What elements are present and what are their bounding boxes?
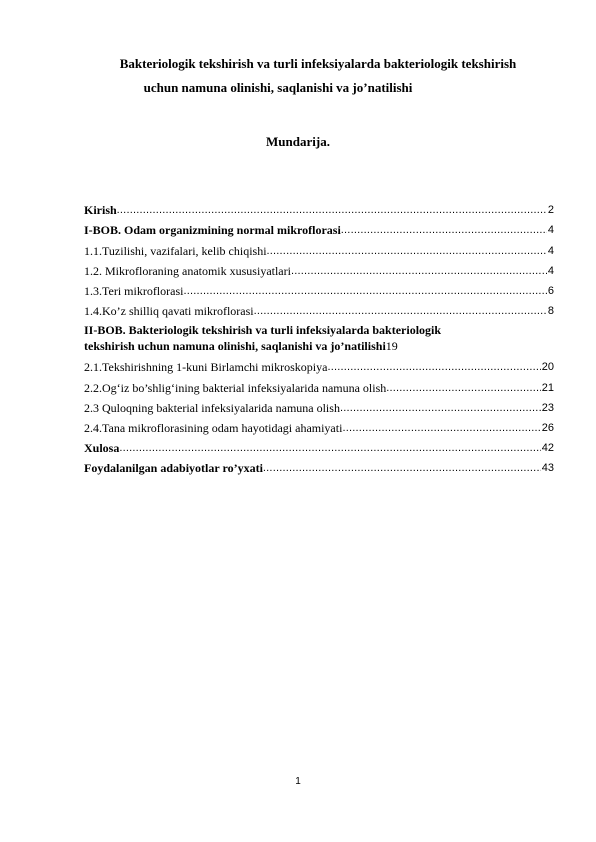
- toc-entry-xulosa[interactable]: [84, 435, 554, 455]
- toc-entry-page: 19: [385, 339, 398, 354]
- toc-entry-label: 1.3.Teri mikroflorasi: [84, 283, 184, 298]
- toc-entry-1-4[interactable]: [84, 298, 554, 318]
- toc-entry-label: 2.2.Og‘iz bo’shlig‘ining bakterial infeksiyalarida namuna olish: [84, 380, 387, 395]
- toc-entry-label: Kirish: [84, 203, 117, 218]
- toc-entry-2-2[interactable]: [84, 374, 554, 394]
- toc-entry-page: 23: [541, 401, 554, 414]
- toc-entry-label-line2: tekshirish uchun namuna olinishi, saqlanishi va jo’natilishi: [84, 339, 386, 354]
- toc-leader-dots: [341, 223, 547, 237]
- toc-entry-chapter-1[interactable]: [84, 217, 554, 237]
- toc-entry-page: 4: [547, 224, 554, 237]
- toc-entry-references[interactable]: [84, 455, 554, 475]
- table-of-contents: [84, 197, 554, 475]
- toc-leader-dots: [342, 421, 540, 435]
- toc-entry-page: 20: [541, 361, 554, 374]
- toc-entry-kirish[interactable]: [84, 197, 554, 217]
- toc-leader-dots: [267, 244, 547, 258]
- toc-entry-2-3[interactable]: [84, 395, 554, 415]
- toc-leader-dots: [183, 284, 546, 298]
- toc-entry-label: 2.4.Tana mikroflorasining odam hayotidagi ahamiyati: [84, 420, 343, 435]
- toc-entry-2-4[interactable]: [84, 415, 554, 435]
- toc-entry-page: 26: [541, 421, 554, 434]
- toc-entry-page: 8: [547, 305, 554, 318]
- toc-entry-1-3[interactable]: [84, 278, 554, 298]
- toc-leader-dots: [386, 381, 540, 395]
- toc-entry-label: 2.3 Quloqning bakterial infeksiyalarida namuna olish: [84, 400, 340, 415]
- toc-entry-chapter-2[interactable]: [84, 322, 554, 354]
- toc-entry-page: 2: [547, 204, 554, 217]
- toc-leader-dots: [340, 401, 541, 415]
- toc-leader-dots: [119, 441, 540, 455]
- toc-leader-dots: [291, 264, 547, 278]
- toc-leader-dots: [327, 360, 540, 374]
- toc-entry-label: 1.4.Ko’z shilliq qavati mikroflorasi: [84, 304, 254, 319]
- toc-entry-page: 21: [541, 381, 554, 394]
- document-title-line2: uchun namuna olinishi, saqlanishi va jo’natilishi: [143, 80, 413, 95]
- contents-heading: Mundarija.: [266, 134, 330, 149]
- toc-entry-page: 42: [541, 442, 554, 455]
- toc-entry-1-2[interactable]: [84, 258, 554, 278]
- page-number: 1: [295, 776, 301, 787]
- toc-entry-2-1[interactable]: [84, 354, 554, 374]
- toc-entry-label: Xulosa: [84, 441, 120, 456]
- toc-entry-label: 1.1.Tuzilishi, vazifalari, kelib chiqishi: [84, 243, 267, 258]
- toc-entry-1-1[interactable]: [84, 237, 554, 257]
- document-title-line1: Bakteriologik tekshirish va turli infeksiyalarda bakteriologik tekshirish: [119, 56, 517, 71]
- toc-entry-label: I-BOB. Odam organizmining normal mikroflorasi: [84, 223, 341, 238]
- toc-leader-dots: [254, 304, 547, 318]
- toc-entry-page: 43: [541, 462, 554, 475]
- toc-entry-page: 6: [547, 284, 554, 297]
- toc-entry-label: 2.1.Tekshirishning 1-kuni Birlamchi mikroskopiya: [84, 360, 328, 375]
- toc-leader-dots: [117, 203, 547, 217]
- toc-entry-label: 1.2. Mikrofloraning anatomik xususiyatlari: [84, 263, 291, 278]
- toc-entry-page: 4: [547, 244, 554, 257]
- toc-entry-label: Foydalanilgan adabiyotlar ro’yxati: [84, 461, 263, 476]
- toc-entry-page: 4: [547, 264, 554, 277]
- toc-leader-dots: [263, 461, 541, 475]
- toc-entry-label-line1: II-BOB. Bakteriologik tekshirish va turli infeksiyalarda bakteriologik: [84, 323, 442, 338]
